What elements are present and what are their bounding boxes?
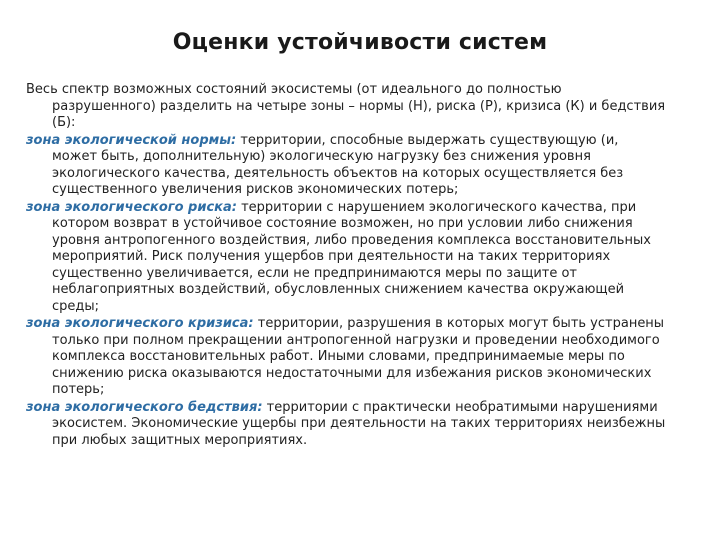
zone-norm-paragraph — [26, 133, 666, 199]
intro-paragraph — [26, 82, 666, 132]
zone-crisis-title: зона экологического кризиса: — [26, 316, 254, 331]
zone-risk-title: зона экологического риска: — [26, 199, 237, 215]
zone-risk-paragraph — [26, 200, 666, 316]
zone-norm-title: зона экологической нормы: — [26, 132, 237, 148]
zone-disaster-text: территории с практически необратимыми нарушениями экосистем. Экономические ущербы при деятельности на таких территориях неизбежны при любых защитных мероприятиях. — [52, 399, 666, 448]
zone-crisis-text: территории, разрушения в которых могут быть устранены только при полном прекращении антропогенной нагрузки и проведении необходимого комплекса восстановительных работ. Иными словами, предпринимаемые меры по снижению риска оказываются недостаточными для избежания рисков экономических потерь; — [52, 316, 665, 397]
slide-body — [26, 82, 666, 450]
slide-title: Оценки устойчивости систем — [172, 30, 548, 55]
zone-disaster-title: зона экологического бедствия: — [26, 399, 263, 415]
intro-line-2: разрушенного) разделить на четыре зоны – нормы (Н), риска (Р), кризиса (К) и бедствия (Б): — [52, 98, 666, 130]
zone-risk-text: территории с нарушением экологического качества, при котором возврат в устойчивое состояние возможен, но при условии либо снижения уровня антропогенного воздействия, либо проведения комплекса восстановительных мероприятий. Риск получения ущербов при деятельности на таких территориях существенно увеличивается, если не предпринимаются меры по защите от неблагоприятных воздействий, обусловленных снижением качества окружающей среды; — [52, 199, 651, 314]
intro-line-1: Весь спектр возможных состояний экосистемы (от идеального до полностью — [26, 82, 562, 97]
zone-crisis-paragraph — [26, 316, 666, 399]
zone-norm-text: территории, способные выдержать существующую (и, может быть, дополнительную) экологическую нагрузку без снижения уровня экологического качества, деятельность объектов на которых осуществляется без существенного увеличения рисков экономических потерь; — [52, 132, 624, 197]
zone-disaster-paragraph — [26, 400, 666, 450]
